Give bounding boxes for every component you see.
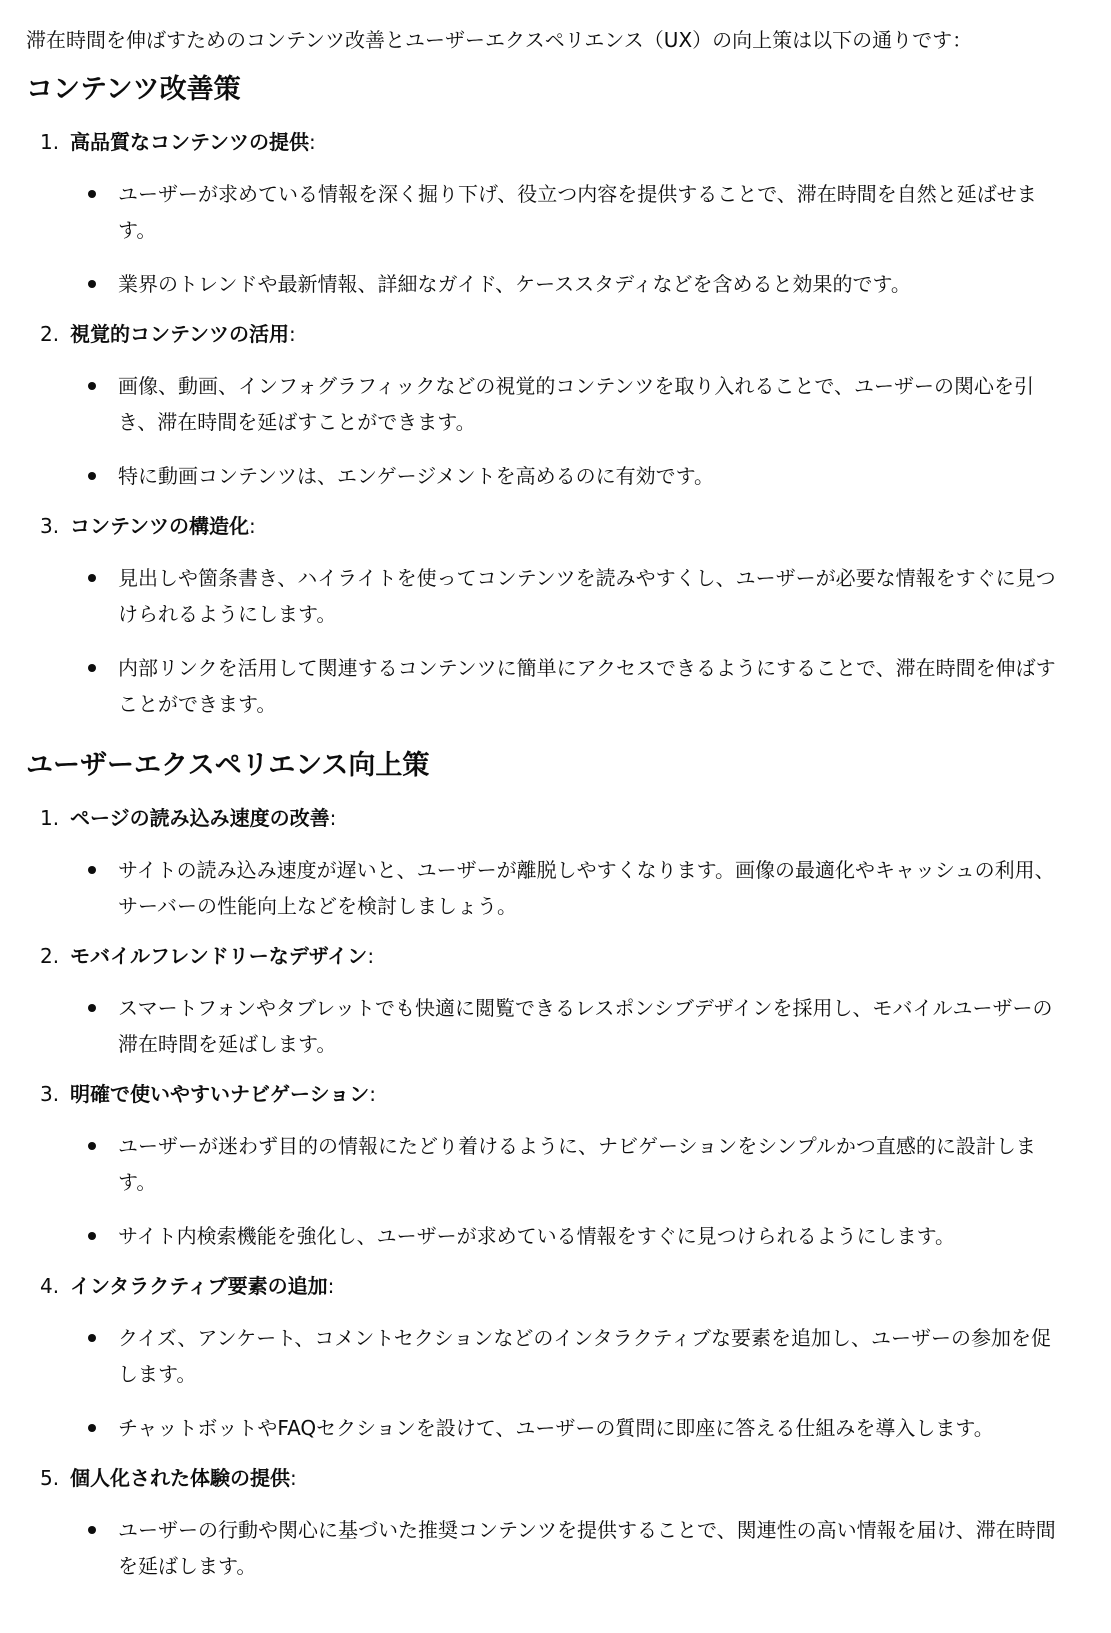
item-number: 5. xyxy=(40,1466,60,1490)
section-heading: ユーザーエクスペリエンス向上策 xyxy=(26,750,430,781)
item-title: 視覚的コンテンツの活用 xyxy=(70,322,289,346)
bullet-item: 特に動画コンテンツは、エンゲージメントを高めるのに有効です。 xyxy=(26,458,1063,494)
bullet-list xyxy=(26,368,1063,494)
item-title: ページの読み込み速度の改善 xyxy=(70,806,330,830)
bullet-list xyxy=(26,852,1063,924)
item-number: 2. xyxy=(40,944,60,968)
bullet-item: 内部リンクを活用して関連するコンテンツに簡単にアクセスできるようにすることで、滞在時間を伸ばすことができます。 xyxy=(26,650,1063,722)
item-suffix: : xyxy=(290,1466,297,1490)
item-number: 3. xyxy=(40,514,60,538)
item-title: モバイルフレンドリーなデザイン xyxy=(70,944,368,968)
item-title: 明確で使いやすいナビゲーション xyxy=(70,1082,370,1106)
item-suffix: : xyxy=(367,944,375,968)
bullet-list xyxy=(26,176,1063,302)
item-suffix: : xyxy=(329,806,337,830)
item-suffix: : xyxy=(309,130,316,154)
bullet-item: スマートフォンやタブレットでも快適に閲覧できるレスポンシブデザインを採用し、モバイルユーザーの滞在時間を延ばします。 xyxy=(26,990,1063,1062)
numbered-list xyxy=(26,802,1063,1584)
list-item xyxy=(26,1078,1063,1254)
item-suffix: : xyxy=(249,514,256,538)
list-item xyxy=(26,126,1063,302)
list-item xyxy=(26,510,1063,722)
bullet-list xyxy=(26,1512,1063,1584)
intro-paragraph: 滞在時間を伸ばすためのコンテンツ改善とユーザーエクスペリエンス（UX）の向上策は以下の通りです： xyxy=(26,28,973,52)
bullet-item: 見出しや箇条書き、ハイライトを使ってコンテンツを読みやすくし、ユーザーが必要な情報をすぐに見つけられるようにします。 xyxy=(26,560,1063,632)
bullet-item: サイト内検索機能を強化し、ユーザーが求めている情報をすぐに見つけられるようにします。 xyxy=(26,1218,1063,1254)
item-title: コンテンツの構造化 xyxy=(70,514,249,538)
bullet-item: ユーザーが迷わず目的の情報にたどり着けるように、ナビゲーションをシンプルかつ直感的に設計します。 xyxy=(26,1128,1063,1200)
item-number: 3. xyxy=(40,1082,60,1106)
item-number: 4. xyxy=(40,1274,60,1298)
list-item xyxy=(26,940,1063,1062)
bullet-list xyxy=(26,1320,1063,1446)
section-content-improvement xyxy=(26,70,1063,722)
list-item xyxy=(26,1462,1063,1584)
section-ux-improvement xyxy=(26,746,1063,1584)
bullet-list xyxy=(26,1128,1063,1254)
list-item xyxy=(26,1270,1063,1446)
bullet-list xyxy=(26,560,1063,722)
section-heading: コンテンツ改善策 xyxy=(26,74,241,105)
item-title: 個人化された体験の提供 xyxy=(70,1466,290,1490)
bullet-list xyxy=(26,990,1063,1062)
list-item xyxy=(26,802,1063,924)
item-suffix: : xyxy=(289,322,296,346)
item-title: 高品質なコンテンツの提供 xyxy=(70,130,309,154)
item-number: 1. xyxy=(40,130,60,154)
bullet-item: 業界のトレンドや最新情報、詳細なガイド、ケーススタディなどを含めると効果的です。 xyxy=(26,266,1063,302)
item-suffix: : xyxy=(369,1082,376,1106)
bullet-item: ユーザーが求めている情報を深く掘り下げ、役立つ内容を提供することで、滞在時間を自然と延ばせます。 xyxy=(26,176,1063,248)
bullet-item: チャットボットやFAQセクションを設けて、ユーザーの質問に即座に答える仕組みを導入します。 xyxy=(26,1410,1063,1446)
list-item xyxy=(26,318,1063,494)
bullet-item: ユーザーの行動や関心に基づいた推奨コンテンツを提供することで、関連性の高い情報を届け、滞在時間を延ばします。 xyxy=(26,1512,1063,1584)
item-title: インタラクティブ要素の追加 xyxy=(70,1274,328,1298)
bullet-item: クイズ、アンケート、コメントセクションなどのインタラクティブな要素を追加し、ユーザーの参加を促します。 xyxy=(26,1320,1063,1392)
bullet-item: サイトの読み込み速度が遅いと、ユーザーが離脱しやすくなります。画像の最適化やキャッシュの利用、サーバーの性能向上などを検討しましょう。 xyxy=(26,852,1063,924)
item-number: 1. xyxy=(40,806,60,830)
numbered-list xyxy=(26,126,1063,722)
bullet-item: 画像、動画、インフォグラフィックなどの視覚的コンテンツを取り入れることで、ユーザーの関心を引き、滞在時間を延ばすことができます。 xyxy=(26,368,1063,440)
item-number: 2. xyxy=(40,322,60,346)
item-suffix: : xyxy=(327,1274,335,1298)
